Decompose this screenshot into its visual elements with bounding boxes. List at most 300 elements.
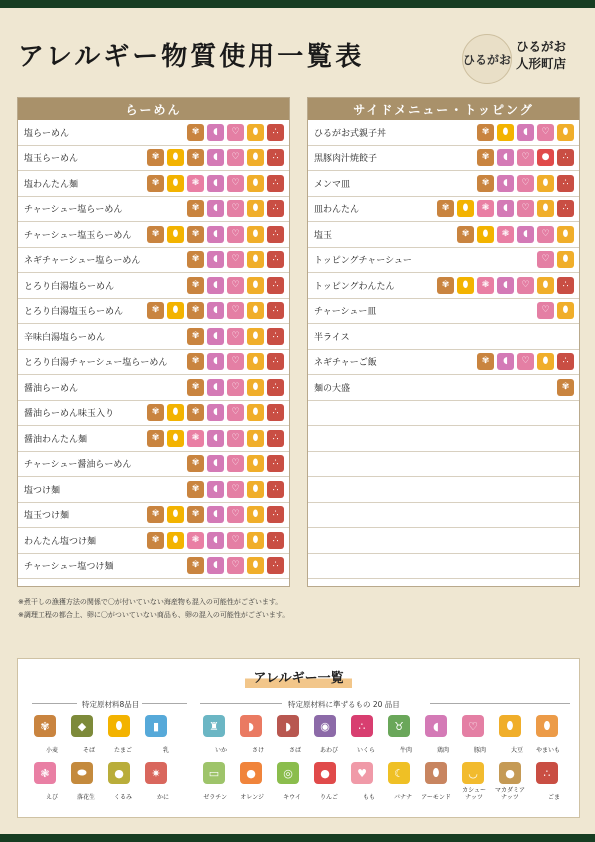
soybean-icon: ⬮	[247, 430, 264, 447]
legend-item	[497, 715, 523, 756]
ramen-list	[18, 120, 289, 579]
chicken-icon: ◖	[207, 302, 224, 319]
wheat-icon: ✾	[187, 404, 204, 421]
menu-item-name: メンマ皿	[314, 179, 351, 190]
menu-item-name: ひるがお式親子丼	[314, 128, 387, 139]
legend-item	[69, 762, 95, 803]
almond-icon: ⬮	[425, 762, 447, 784]
note-line: ※煮干しの漁獲方法の関係で〇が付いていない海産物も混入の可能性がございます。	[18, 598, 283, 606]
soybean-icon: ⬮	[247, 226, 264, 243]
legend-label: たまご	[113, 747, 132, 754]
wheat-icon: ✾	[187, 328, 204, 345]
pork-icon: ♡	[537, 124, 554, 141]
sesame-icon: ∴	[557, 149, 574, 166]
sesame-icon: ∴	[267, 481, 284, 498]
chicken-icon: ◖	[207, 430, 224, 447]
wheat-icon: ✾	[477, 175, 494, 192]
crab-icon: ✷	[145, 762, 167, 784]
allergen-icons	[537, 251, 574, 268]
peach-icon: ♥	[351, 762, 373, 784]
legend-label: ゼラチン	[203, 794, 227, 801]
allergen-icons	[437, 200, 574, 217]
chicken-icon: ◖	[207, 226, 224, 243]
sesame-icon: ∴	[267, 506, 284, 523]
soybean-icon: ⬮	[247, 379, 264, 396]
legend-label: あわび	[319, 747, 338, 754]
legend-item	[275, 715, 301, 756]
legend-item	[106, 715, 132, 756]
allergen-icons	[147, 302, 284, 319]
legend-item	[32, 715, 58, 756]
store-name-line2: 人形町店	[516, 56, 567, 71]
menu-row	[308, 528, 579, 554]
menu-item-name: 半ライス	[314, 332, 350, 343]
wheat-icon: ✾	[34, 715, 56, 737]
pork-icon: ♡	[227, 302, 244, 319]
legend-label: 鶏肉	[436, 747, 449, 754]
beef-icon: ♉	[388, 715, 410, 737]
chicken-icon: ◖	[207, 200, 224, 217]
pork-icon: ♡	[227, 277, 244, 294]
menu-row	[18, 120, 289, 146]
menu-row	[18, 477, 289, 503]
wheat-icon: ✾	[147, 302, 164, 319]
sesame-icon: ∴	[267, 175, 284, 192]
sesame-icon: ∴	[267, 532, 284, 549]
egg-icon: ⬮	[457, 200, 474, 217]
wheat-icon: ✾	[187, 251, 204, 268]
wheat-icon: ✾	[147, 175, 164, 192]
abalone-icon: ◉	[314, 715, 336, 737]
allergen-legend	[17, 658, 580, 818]
legend-title: アレルギー一覧	[245, 667, 351, 688]
legend-label: ごま	[547, 794, 560, 801]
pork-icon: ♡	[227, 532, 244, 549]
menu-row	[18, 401, 289, 427]
wheat-icon: ✾	[147, 226, 164, 243]
wheat-icon: ✾	[187, 353, 204, 370]
menu-row	[308, 477, 579, 503]
wheat-icon: ✾	[187, 481, 204, 498]
menu-item-name: とろり白湯チャーシュー塩らーめん	[24, 358, 168, 369]
sesame-icon: ∴	[267, 353, 284, 370]
legend-label: カシュー ナッツ	[462, 787, 486, 801]
gelatin-icon: ▭	[203, 762, 225, 784]
wheat-icon: ✾	[187, 455, 204, 472]
cashew-icon: ◡	[462, 762, 484, 784]
menu-row	[18, 375, 289, 401]
sesame-icon: ∴	[267, 455, 284, 472]
menu-row	[308, 554, 579, 580]
legend-label: 豚肉	[473, 747, 486, 754]
legend-item	[201, 762, 227, 803]
soybean-icon: ⬮	[537, 200, 554, 217]
pork-icon: ♡	[517, 175, 534, 192]
chicken-icon: ◖	[517, 226, 534, 243]
allergen-icons	[557, 379, 574, 396]
ramen-panel	[17, 97, 290, 587]
menu-item-name: トッピングチャーシュー	[314, 256, 412, 267]
menu-row	[18, 146, 289, 172]
chicken-icon: ◖	[497, 353, 514, 370]
pork-icon: ♡	[517, 353, 534, 370]
legend-item	[386, 762, 412, 803]
shrimp-icon: ❃	[477, 277, 494, 294]
pork-icon: ♡	[227, 353, 244, 370]
menu-row	[308, 503, 579, 529]
sesame-icon: ∴	[267, 200, 284, 217]
legend-item	[460, 715, 486, 756]
allergen-icons	[477, 353, 574, 370]
menu-item-name: 塩玉らーめん	[24, 154, 79, 165]
menu-row	[18, 528, 289, 554]
legend-label: バナナ	[393, 794, 412, 801]
sesame-icon: ∴	[267, 328, 284, 345]
wheat-icon: ✾	[187, 277, 204, 294]
sesame-icon: ∴	[267, 430, 284, 447]
legend-item	[423, 762, 449, 803]
allergen-icons	[147, 532, 284, 549]
egg-icon: ⬮	[167, 302, 184, 319]
legend-item	[494, 762, 526, 803]
sesame-icon: ∴	[267, 302, 284, 319]
soybean-icon: ⬮	[557, 302, 574, 319]
allergen-icons	[187, 557, 284, 574]
walnut-icon: ●	[108, 762, 130, 784]
menu-row	[18, 452, 289, 478]
shrimp-icon: ❃	[497, 226, 514, 243]
allergen-icons	[187, 481, 284, 498]
wheat-icon: ✾	[477, 353, 494, 370]
menu-item-name: 黒豚肉汁焼餃子	[314, 154, 378, 165]
menu-item-name: チャーシュー塩玉らーめん	[24, 230, 132, 241]
menu-item-name: 辛味白湯塩らーめん	[24, 332, 106, 343]
menu-row	[308, 401, 579, 427]
legend-item	[423, 715, 449, 756]
milk-icon: ▮	[145, 715, 167, 737]
chicken-icon: ◖	[517, 124, 534, 141]
allergen-icons	[437, 277, 574, 294]
sesame-icon: ∴	[557, 353, 574, 370]
wheat-icon: ✾	[187, 506, 204, 523]
menu-row	[18, 503, 289, 529]
allergen-icons	[147, 149, 284, 166]
menu-item-name: チャーシュー塩らーめん	[24, 205, 123, 216]
menu-item-name: ネギチャーご飯	[314, 358, 377, 369]
allergen-icons	[187, 200, 284, 217]
wheat-icon: ✾	[147, 430, 164, 447]
yam-icon: ⬮	[536, 715, 558, 737]
divider	[142, 703, 187, 704]
legend-item	[143, 762, 169, 803]
shrimp-icon: ❃	[187, 430, 204, 447]
legend-item	[201, 715, 227, 756]
chicken-icon: ◖	[207, 149, 224, 166]
pork-icon: ♡	[537, 302, 554, 319]
legend-item	[349, 762, 375, 803]
legend-item	[534, 715, 560, 756]
wheat-icon: ✾	[187, 200, 204, 217]
menu-row	[308, 375, 579, 401]
soybean-icon: ⬮	[247, 251, 264, 268]
banana-icon: ☾	[388, 762, 410, 784]
chicken-icon: ◖	[207, 481, 224, 498]
chicken-icon: ◖	[207, 251, 224, 268]
legend-item	[534, 762, 560, 803]
salmon-icon: ◗	[240, 715, 262, 737]
side-menu-list	[308, 120, 579, 579]
menu-row	[18, 324, 289, 350]
chicken-icon: ◖	[497, 277, 514, 294]
wheat-icon: ✾	[147, 404, 164, 421]
kiwi-icon: ◎	[277, 762, 299, 784]
legend-item	[312, 715, 338, 756]
egg-icon: ⬮	[167, 175, 184, 192]
menu-row	[18, 350, 289, 376]
wheat-icon: ✾	[437, 200, 454, 217]
allergen-icons	[477, 124, 574, 141]
sesame-icon: ∴	[536, 762, 558, 784]
pork-icon: ♡	[537, 226, 554, 243]
pork-icon: ♡	[227, 506, 244, 523]
chicken-icon: ◖	[207, 455, 224, 472]
allergen-icons	[457, 226, 574, 243]
wheat-icon: ✾	[557, 379, 574, 396]
pork-icon: ♡	[227, 379, 244, 396]
sesame-icon: ∴	[557, 200, 574, 217]
legend-item	[238, 762, 264, 803]
sesame-icon: ∴	[267, 379, 284, 396]
soybean-icon: ⬮	[557, 124, 574, 141]
menu-row	[308, 222, 579, 248]
salmon-roe-icon: ∴	[351, 715, 373, 737]
allergen-icons	[187, 251, 284, 268]
pork-icon: ♡	[517, 149, 534, 166]
legend-label: キウイ	[283, 794, 301, 801]
menu-row	[18, 248, 289, 274]
menu-row	[18, 554, 289, 580]
wheat-icon: ✾	[147, 532, 164, 549]
allergen-icons	[477, 175, 574, 192]
legend-label: アーモンド	[421, 794, 451, 801]
macadamia-icon: ●	[499, 762, 521, 784]
page-title: アレルギー物質使用一覧表	[18, 42, 365, 72]
chicken-icon: ◖	[207, 506, 224, 523]
chicken-icon: ◖	[497, 200, 514, 217]
legend-label: いくら	[356, 747, 375, 754]
legend-group1-label: 特定原材料8品目	[82, 700, 140, 709]
legend-item	[275, 762, 301, 803]
top-border	[0, 0, 595, 8]
egg-icon: ⬮	[497, 124, 514, 141]
chicken-icon: ◖	[207, 277, 224, 294]
wheat-icon: ✾	[437, 277, 454, 294]
ramen-panel-header: らーめん	[18, 98, 289, 120]
note-line: ※調理工程の都合上、卵に〇がついていない商品も、卵の混入の可能性がございます。	[18, 611, 290, 619]
wheat-icon: ✾	[187, 124, 204, 141]
store-name-line1: ひるがお	[516, 39, 567, 54]
pork-icon: ♡	[517, 277, 534, 294]
pork-icon: ♡	[227, 226, 244, 243]
sesame-icon: ∴	[267, 124, 284, 141]
menu-row	[308, 452, 579, 478]
bottom-border	[0, 834, 595, 842]
legend-label: 大豆	[510, 747, 523, 754]
egg-icon: ⬮	[108, 715, 130, 737]
allergen-icons	[147, 404, 284, 421]
menu-item-name: 塩らーめん	[24, 128, 70, 139]
legend-label: オレンジ	[240, 794, 264, 801]
sesame-icon: ∴	[267, 149, 284, 166]
store-logo: ひるがお	[462, 34, 512, 84]
soybean-icon: ⬮	[247, 277, 264, 294]
sesame-icon: ∴	[557, 175, 574, 192]
store-name	[516, 38, 566, 72]
apple-icon: ●	[537, 149, 554, 166]
menu-row	[308, 350, 579, 376]
chicken-icon: ◖	[207, 124, 224, 141]
apple-icon: ●	[314, 762, 336, 784]
pork-icon: ♡	[227, 404, 244, 421]
pork-icon: ♡	[227, 124, 244, 141]
pork-icon: ♡	[227, 251, 244, 268]
egg-icon: ⬮	[167, 532, 184, 549]
menu-row	[308, 197, 579, 223]
pork-icon: ♡	[517, 200, 534, 217]
menu-item-name: 醤油らーめん	[24, 383, 79, 394]
egg-icon: ⬮	[167, 430, 184, 447]
soybean-icon: ⬮	[537, 277, 554, 294]
menu-item-name: トッピングわんたん	[314, 281, 395, 292]
chicken-icon: ◖	[207, 557, 224, 574]
buckwheat-icon: ◆	[71, 715, 93, 737]
sesame-icon: ∴	[267, 277, 284, 294]
chicken-icon: ◖	[497, 149, 514, 166]
egg-icon: ⬮	[167, 506, 184, 523]
soybean-icon: ⬮	[557, 251, 574, 268]
menu-row	[308, 171, 579, 197]
side-menu-panel	[307, 97, 580, 587]
legend-label: えび	[45, 794, 58, 801]
legend-label: やまいも	[535, 747, 560, 754]
legend-group2-label: 特定原材料に準ずるもの 20 品目	[288, 700, 400, 709]
soybean-icon: ⬮	[247, 353, 264, 370]
menu-row	[18, 197, 289, 223]
sesame-icon: ∴	[267, 557, 284, 574]
legend-label: マカダミア ナッツ	[494, 787, 526, 801]
menu-item-name: ネギチャーシュー塩らーめん	[24, 256, 141, 267]
egg-icon: ⬮	[457, 277, 474, 294]
menu-row	[308, 273, 579, 299]
menu-row	[18, 426, 289, 452]
menu-item-name: 麺の大盛	[314, 383, 351, 394]
orange-icon: ●	[240, 762, 262, 784]
soybean-icon: ⬮	[247, 532, 264, 549]
menu-item-name: とろり白湯塩らーめん	[24, 281, 115, 292]
divider	[200, 703, 282, 704]
legend-item	[106, 762, 132, 803]
menu-item-name: わんたん塩つけ麺	[24, 536, 97, 547]
menu-row	[18, 222, 289, 248]
egg-icon: ⬮	[477, 226, 494, 243]
soybean-icon: ⬮	[557, 226, 574, 243]
menu-row	[18, 299, 289, 325]
pork-icon: ♡	[462, 715, 484, 737]
menu-item-name: 塩わんたん麺	[24, 179, 79, 190]
menu-row	[18, 273, 289, 299]
pork-icon: ♡	[227, 481, 244, 498]
sesame-icon: ∴	[557, 277, 574, 294]
chicken-icon: ◖	[207, 328, 224, 345]
peanut-icon: ⬬	[71, 762, 93, 784]
sesame-icon: ∴	[267, 226, 284, 243]
soybean-icon: ⬮	[247, 481, 264, 498]
menu-item-name: チャーシュー醤油らーめん	[24, 460, 132, 471]
wheat-icon: ✾	[147, 506, 164, 523]
wheat-icon: ✾	[477, 149, 494, 166]
allergen-icons	[187, 328, 284, 345]
side-menu-panel-header: サイドメニュー・トッピング	[308, 98, 579, 120]
wheat-icon: ✾	[187, 557, 204, 574]
legend-label: さけ	[251, 747, 264, 754]
soybean-icon: ⬮	[247, 149, 264, 166]
divider	[32, 703, 77, 704]
mackerel-icon: ◗	[277, 715, 299, 737]
allergen-icons	[147, 506, 284, 523]
chicken-icon: ◖	[497, 175, 514, 192]
legend-item	[32, 762, 58, 803]
legend-label: 乳	[162, 747, 169, 754]
allergen-icons	[147, 226, 284, 243]
soybean-icon: ⬮	[247, 200, 264, 217]
menu-item-name: チャーシュー皿	[314, 307, 377, 318]
soybean-icon: ⬮	[247, 557, 264, 574]
menu-item-name: とろり白湯塩玉らーめん	[24, 307, 124, 318]
legend-item	[143, 715, 169, 756]
menu-item-name: 塩玉つけ麺	[24, 511, 70, 522]
soybean-icon: ⬮	[537, 175, 554, 192]
wheat-icon: ✾	[457, 226, 474, 243]
pork-icon: ♡	[227, 328, 244, 345]
pork-icon: ♡	[227, 455, 244, 472]
soybean-icon: ⬮	[499, 715, 521, 737]
menu-item-name: 醤油わんたん麺	[24, 434, 88, 445]
menu-row	[308, 146, 579, 172]
squid-icon: ♜	[203, 715, 225, 737]
divider	[430, 703, 570, 704]
legend-label: くるみ	[113, 794, 132, 801]
allergen-icons	[187, 277, 284, 294]
shrimp-icon: ❃	[187, 175, 204, 192]
pork-icon: ♡	[227, 557, 244, 574]
legend-label: 牛肉	[399, 747, 412, 754]
egg-icon: ⬮	[167, 404, 184, 421]
legend-item	[69, 715, 95, 756]
allergen-icons	[187, 379, 284, 396]
legend-label: そば	[82, 747, 95, 754]
menu-item-name: 塩つけ麺	[24, 485, 61, 496]
wheat-icon: ✾	[187, 302, 204, 319]
legend-item	[460, 762, 486, 803]
shrimp-icon: ❃	[477, 200, 494, 217]
pork-icon: ♡	[227, 200, 244, 217]
shrimp-icon: ❃	[187, 532, 204, 549]
egg-icon: ⬮	[167, 149, 184, 166]
pork-icon: ♡	[227, 175, 244, 192]
legend-item	[349, 715, 375, 756]
soybean-icon: ⬮	[247, 506, 264, 523]
menu-item-name: 皿わんたん	[314, 205, 360, 216]
